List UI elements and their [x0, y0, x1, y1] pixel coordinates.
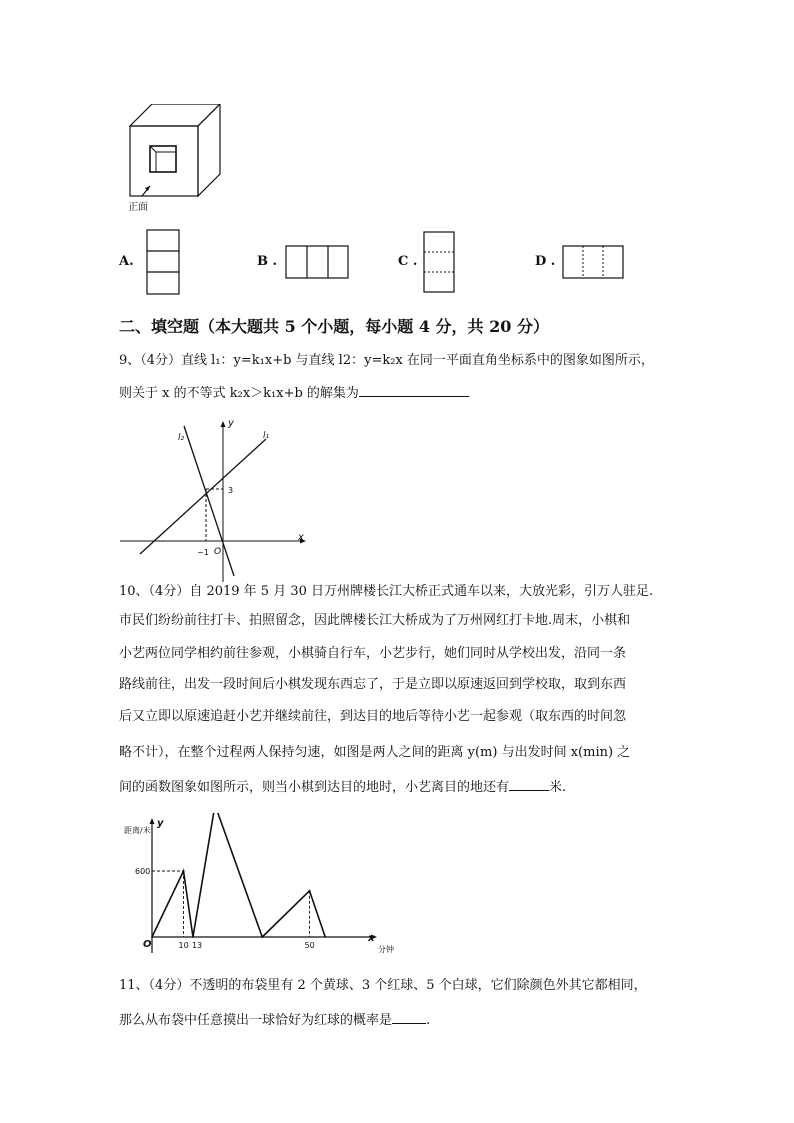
- q10-chart: [122, 813, 398, 957]
- q9-line1: 9、（4分）直线 l₁：y=k₁x+b 与直线 l2：y=k₂x 在同一平面直角坐标系中的图象如图所示，: [119, 353, 654, 368]
- q10-line5: 后又立即以原速追赶小艺并继续前往，到达目的地后等待小艺一起参观（取东西的时间忽: [119, 709, 627, 724]
- data-point: [324, 936, 326, 938]
- q11-end-text: .: [426, 1013, 431, 1028]
- q10-line1: 10、（4分）自 2019 年 5 月 30 日万州牌楼长江大桥正式通车以来，大放光彩，引万人驻足.: [119, 584, 654, 599]
- q9-l1-label: l₁: [263, 431, 270, 441]
- choice-b-letter: B .: [257, 254, 278, 269]
- q9-graph: [118, 414, 310, 584]
- line-l2: [184, 426, 234, 576]
- cube-figure: [124, 104, 224, 216]
- q10-line7-text: 间的函数图象如图所示，则当小棋到达目的地时，小艺离目的地还有: [119, 780, 510, 795]
- x-tick-label: 10: [178, 941, 189, 950]
- q11-line2: [119, 1011, 430, 1030]
- choice-c-figure: [423, 231, 457, 295]
- choice-b-figure: [285, 245, 351, 281]
- q10-x-axis-label: x: [368, 933, 375, 944]
- q9-answer-blank[interactable]: [359, 384, 469, 397]
- q10-y-axis-label: y: [157, 818, 164, 829]
- choice-a-letter: A.: [119, 254, 134, 269]
- line-l1: [140, 439, 266, 554]
- q10-origin-label: O: [143, 939, 152, 950]
- data-point: [192, 936, 194, 938]
- q10-answer-blank[interactable]: [509, 778, 549, 791]
- front-label: 正面: [128, 202, 148, 213]
- q10-end-text: 米.: [549, 780, 567, 795]
- q9-line2-text: 则关于 x 的不等式 k₂x＞k₁x+b 的解集为: [119, 386, 359, 401]
- q10-line3: 小艺两位同学相约前往参观，小棋骑自行车，小艺步行，她们同时从学校出发，沿同一条: [119, 646, 627, 661]
- y-tick-label: 600: [135, 867, 151, 876]
- q10-xlabel: 分钟: [378, 945, 394, 954]
- q9-x-axis-label: x: [298, 532, 304, 543]
- data-point: [151, 936, 153, 938]
- q9-tick-y-3: 3: [228, 486, 234, 495]
- q10-line2: 市民们纷纷前往打卡、拍照留念，因此牌楼长江大桥成为了万州网红打卡地.周末，小棋和: [119, 613, 631, 628]
- q9-line2: [119, 384, 469, 403]
- q11-answer-blank[interactable]: [392, 1011, 426, 1024]
- q11-line2-text: 那么从布袋中任意摸出一球恰好为红球的概率是: [119, 1013, 393, 1028]
- choice-c-letter: C .: [398, 254, 418, 269]
- q10-ylabel: 距离/米: [124, 826, 151, 835]
- q9-l2-label: l₂: [178, 433, 185, 443]
- distance-series-line: [152, 813, 325, 937]
- q10-line7: [119, 778, 566, 797]
- q9-y-axis-label: y: [228, 418, 234, 429]
- q9-origin-label: O: [214, 547, 222, 557]
- section-title: 二、填空题（本大题共 5 个小题，每小题 4 分，共 20 分）: [119, 317, 549, 336]
- q10-line6: 略不计），在整个过程两人保持匀速，如图是两人之间的距离 y(m) 与出发时间 x(min) 之: [119, 745, 631, 760]
- data-point: [261, 936, 263, 938]
- q10-line4: 路线前往，出发一段时间后小棋发现东西忘了，于是立即以原速返回到学校取，取到东西: [119, 677, 627, 692]
- choice-d-letter: D .: [535, 254, 556, 269]
- choice-d-figure: [562, 245, 626, 281]
- x-tick-label: 13: [191, 941, 203, 950]
- choice-a-figure: [146, 229, 182, 297]
- q11-line1: 11、（4分）不透明的布袋里有 2 个黄球、3 个红球、5 个白球，它们除颜色外其它都相同，: [119, 978, 647, 993]
- q9-tick-x-neg1: −1: [197, 548, 209, 557]
- x-tick-label: 50: [304, 941, 315, 950]
